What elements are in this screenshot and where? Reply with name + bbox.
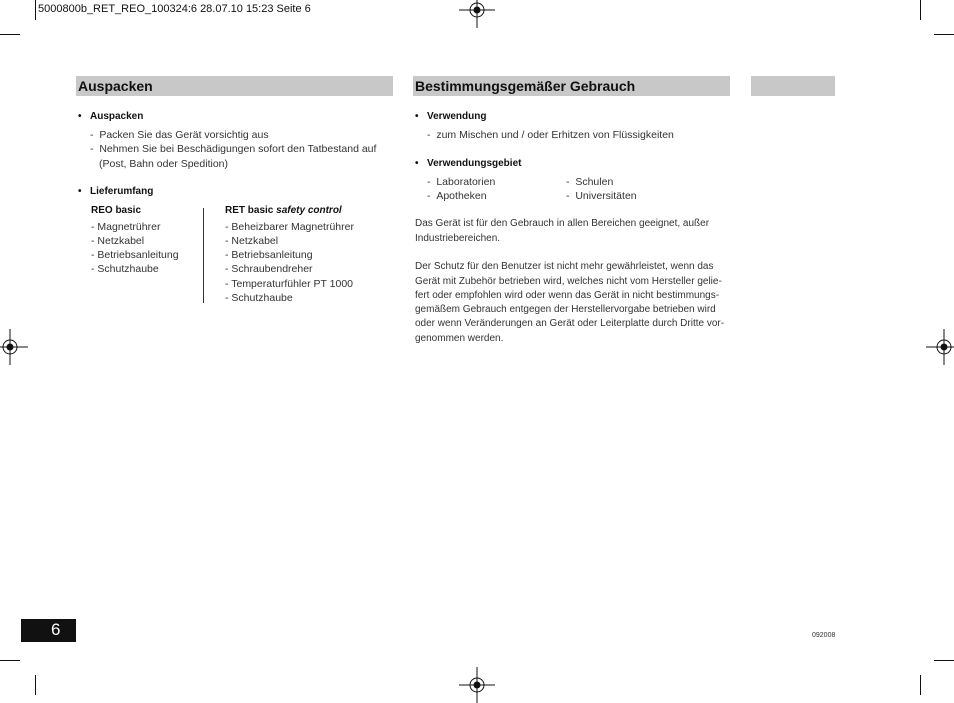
list-item: - Schraubendreher [225, 263, 313, 275]
slug-line: 5000800b_RET_REO_100324:6 28.07.10 15:23 Seite 6 [38, 3, 311, 15]
empty-heading-bar [751, 76, 835, 96]
list-item: - Schutzhaube [91, 263, 159, 275]
paragraph-line: genommen werden. [415, 333, 504, 344]
list-item: - Nehmen Sie bei Beschädigungen sofort den Tatbestand auf [90, 143, 377, 155]
bullet-title: Verwendung [427, 111, 487, 122]
bullet-title: Auspacken [90, 111, 144, 122]
list-item: - Betriebsanleitung [225, 249, 313, 261]
crop-mark [920, 0, 921, 20]
section-heading-label: Auspacken [78, 78, 153, 94]
paragraph-line: fert oder empfohlen wird oder wenn das Gerät in nicht bestimmungs- [415, 290, 720, 301]
paragraph-line: Der Schutz für den Benutzer ist nicht mehr gewährleistet, wenn das [415, 261, 714, 272]
paragraph-line: Industriebereichen. [415, 233, 501, 244]
crop-mark [0, 34, 20, 35]
section-heading-auspacken [76, 76, 393, 96]
paragraph-line: gemäßem Gebrauch entgegen der Herstellervorgabe betrieben wird [415, 304, 716, 315]
registration-mark-icon [926, 329, 954, 365]
bullet-verwendung: • Verwendung [415, 111, 487, 122]
list-item: - Netzkabel [91, 235, 145, 247]
list-item: - Packen Sie das Gerät vorsichtig aus [90, 129, 269, 141]
list-item: - Temperaturfühler PT 1000 [225, 278, 354, 290]
footer-code: 092008 [812, 632, 836, 639]
list-item-continuation: (Post, Bahn oder Spedition) [99, 158, 228, 170]
registration-mark-icon [0, 329, 28, 365]
column-divider [203, 208, 204, 303]
section-heading-label: Bestimmungsgemäßer Gebrauch [415, 78, 636, 94]
list-item: - Apotheken [427, 190, 487, 202]
list-item: - Netzkabel [225, 235, 279, 247]
registration-mark-icon [459, 0, 495, 28]
bullet-title: Verwendungsgebiet [427, 158, 522, 169]
bullet-auspacken: • Auspacken [78, 111, 144, 122]
crop-mark [934, 660, 954, 661]
paragraph-line: Gerät mit Zubehör betrieben wird, welches nicht vom Hersteller gelie- [415, 276, 722, 287]
page-number-box [21, 619, 76, 642]
crop-mark [920, 675, 921, 695]
registration-mark-icon [459, 667, 495, 703]
bullet-verwendungsgebiet: • Verwendungsgebiet [415, 158, 522, 169]
paragraph-line: oder wenn Veränderungen an Gerät oder Leiterplatte durch Dritte vor- [415, 318, 725, 329]
crop-mark [0, 660, 20, 661]
crop-mark [35, 675, 36, 695]
column-title-ret-basic: RET basic safety control [225, 205, 342, 216]
list-item: - Betriebsanleitung [91, 249, 179, 261]
bullet-lieferumfang: • Lieferumfang [78, 186, 154, 197]
crop-mark [35, 0, 36, 20]
paragraph-line: Das Gerät ist für den Gebrauch in allen Bereichen geeignet, außer [415, 218, 710, 229]
section-heading-gebrauch [413, 76, 730, 96]
list-item: - Schulen [566, 176, 614, 188]
crop-mark [934, 34, 954, 35]
list-item: - Magnetrührer [91, 221, 161, 233]
page-number: 6 [51, 620, 61, 639]
list-item: - Laboratorien [427, 176, 496, 188]
list-item: - Universitäten [566, 190, 637, 202]
list-item: - Schutzhaube [225, 292, 293, 304]
list-item: - zum Mischen und / oder Erhitzen von Flüssigkeiten [427, 129, 674, 141]
column-title-reo-basic: REO basic [91, 205, 142, 216]
list-item: - Beheizbarer Magnetrührer [225, 221, 354, 233]
bullet-title: Lieferumfang [90, 186, 154, 197]
